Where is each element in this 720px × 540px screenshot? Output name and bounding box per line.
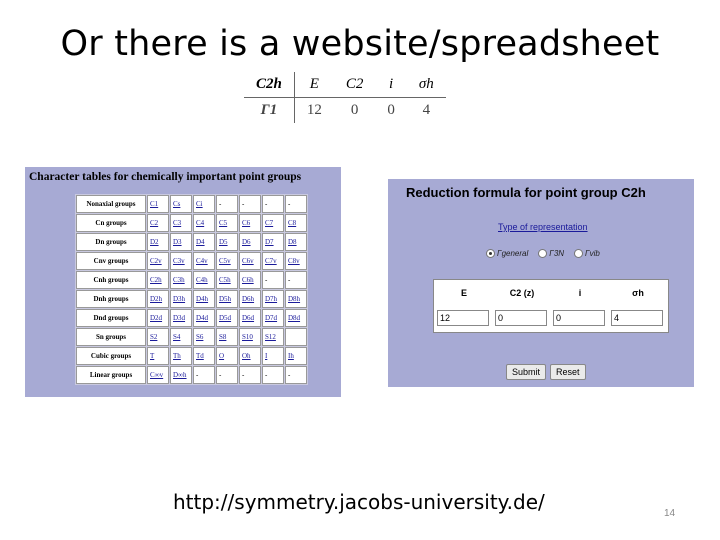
group-family-label: Cnv groups — [76, 252, 146, 270]
point-group-link[interactable]: I — [262, 347, 284, 365]
website-url: http://symmetry.jacobs-university.de/ — [173, 490, 545, 514]
point-group-link[interactable]: D4h — [193, 290, 215, 308]
empty-cell: - — [285, 195, 307, 213]
point-group-link[interactable]: C6h — [239, 271, 261, 289]
point-group-link[interactable]: Td — [193, 347, 215, 365]
point-group-link[interactable]: D3 — [170, 233, 192, 251]
character-value: 12 — [306, 102, 322, 118]
group-row — [76, 271, 307, 289]
point-group-link[interactable]: C3 — [170, 214, 192, 232]
empty-cell: - — [216, 195, 238, 213]
representation-radio-group — [486, 249, 600, 258]
point-group-link[interactable]: D6d — [239, 309, 261, 327]
radio-label: Γ3N — [549, 249, 565, 258]
point-group-link[interactable]: D3d — [170, 309, 192, 327]
empty-cell: - — [239, 366, 261, 384]
character-value: 0 — [350, 102, 359, 118]
submit-button[interactable]: Submit — [506, 364, 546, 380]
character-input-i[interactable] — [553, 310, 605, 326]
reduction-input-table — [433, 279, 669, 333]
point-group-link[interactable]: O — [216, 347, 238, 365]
point-group-link[interactable]: C5h — [216, 271, 238, 289]
empty-cell — [285, 328, 307, 346]
group-family-label: Cn groups — [76, 214, 146, 232]
representation-label: Γ1 — [244, 98, 294, 124]
point-group-link[interactable]: S4 — [170, 328, 192, 346]
point-group-link[interactable]: D7h — [262, 290, 284, 308]
point-group-link[interactable]: C7v — [262, 252, 284, 270]
point-group-link[interactable]: C4h — [193, 271, 215, 289]
reduction-formula-screenshot — [388, 179, 694, 387]
radio-button[interactable] — [486, 249, 495, 258]
class-header: σh — [407, 72, 446, 98]
group-row — [76, 328, 307, 346]
point-group-link[interactable]: D6h — [239, 290, 261, 308]
point-group-link[interactable]: D8 — [285, 233, 307, 251]
group-family-label: Dn groups — [76, 233, 146, 251]
point-group-link[interactable]: T — [147, 347, 169, 365]
point-group-link[interactable]: C8 — [285, 214, 307, 232]
point-group-link[interactable]: D7d — [262, 309, 284, 327]
point-group-link[interactable]: C2 — [147, 214, 169, 232]
point-group-link[interactable]: C3v — [170, 252, 192, 270]
point-group-link[interactable]: S8 — [216, 328, 238, 346]
point-group-link[interactable]: C5v — [216, 252, 238, 270]
group-row — [76, 366, 307, 384]
empty-cell: - — [193, 366, 215, 384]
point-group-link[interactable]: S2 — [147, 328, 169, 346]
point-group-link[interactable]: C2h — [147, 271, 169, 289]
column-header: C2 (z) — [494, 282, 550, 304]
point-group-link[interactable]: C∞v — [147, 366, 169, 384]
point-group-link[interactable]: D5h — [216, 290, 238, 308]
point-group-link[interactable]: D7 — [262, 233, 284, 251]
point-group-link[interactable]: Ci — [193, 195, 215, 213]
point-group-link[interactable]: S10 — [239, 328, 261, 346]
point-group-link[interactable]: S6 — [193, 328, 215, 346]
group-row — [76, 347, 307, 365]
character-input-sigma-h[interactable] — [611, 310, 663, 326]
column-header: E — [436, 282, 492, 304]
group-family-label: Linear groups — [76, 366, 146, 384]
class-header: C2 — [334, 72, 376, 98]
radio-button[interactable] — [574, 249, 583, 258]
reset-button[interactable]: Reset — [550, 364, 586, 380]
point-group-link[interactable]: D4 — [193, 233, 215, 251]
point-group-link[interactable]: D2 — [147, 233, 169, 251]
point-group-link[interactable]: C6 — [239, 214, 261, 232]
group-row — [76, 195, 307, 213]
character-value: 4 — [422, 102, 431, 118]
point-group-link[interactable]: D8d — [285, 309, 307, 327]
radio-button[interactable] — [538, 249, 547, 258]
empty-cell: - — [262, 271, 284, 289]
point-group-link[interactable]: C3h — [170, 271, 192, 289]
slide-title: Or there is a website/spreadsheet — [60, 24, 660, 64]
point-group-link[interactable]: D3h — [170, 290, 192, 308]
group-row — [76, 233, 307, 251]
radio-label: Γgeneral — [497, 249, 529, 258]
panel-title: Reduction formula for point group C2h — [406, 185, 646, 200]
representation-type-link[interactable]: Type of representation — [498, 222, 588, 232]
group-family-label: Dnh groups — [76, 290, 146, 308]
point-group-link[interactable]: D6 — [239, 233, 261, 251]
character-input-e[interactable] — [437, 310, 489, 326]
radio-vib[interactable] — [574, 249, 600, 258]
group-row — [76, 214, 307, 232]
point-group-link[interactable]: C4 — [193, 214, 215, 232]
empty-cell: - — [285, 366, 307, 384]
point-group-link[interactable]: D8h — [285, 290, 307, 308]
group-family-label: Cubic groups — [76, 347, 146, 365]
point-group-link[interactable]: Cs — [170, 195, 192, 213]
point-group-link[interactable]: C6v — [239, 252, 261, 270]
empty-cell: - — [262, 195, 284, 213]
point-groups-table — [75, 194, 308, 385]
point-group-link[interactable]: C4v — [193, 252, 215, 270]
column-header: i — [552, 282, 608, 304]
group-family-label: Cnh groups — [76, 271, 146, 289]
column-header: σh — [610, 282, 666, 304]
point-group-link[interactable]: C8v — [285, 252, 307, 270]
point-group-link[interactable]: D2h — [147, 290, 169, 308]
empty-cell: - — [216, 366, 238, 384]
character-input-c2[interactable] — [495, 310, 547, 326]
character-value: 0 — [387, 102, 395, 118]
point-group-link[interactable]: D5 — [216, 233, 238, 251]
class-header: E — [294, 72, 334, 98]
empty-cell: - — [239, 195, 261, 213]
group-row — [76, 309, 307, 327]
point-group-link[interactable]: D∞h — [170, 366, 192, 384]
point-group-link[interactable]: C7 — [262, 214, 284, 232]
character-row-table — [244, 72, 446, 123]
radio-3n[interactable] — [538, 249, 564, 258]
point-group-link[interactable]: D2d — [147, 309, 169, 327]
page-number: 14 — [664, 508, 676, 519]
group-family-label: Dnd groups — [76, 309, 146, 327]
group-family-label: Sn groups — [76, 328, 146, 346]
class-header: i — [375, 72, 407, 98]
point-group-link[interactable]: D4d — [193, 309, 215, 327]
group-family-label: Nonaxial groups — [76, 195, 146, 213]
empty-cell: - — [262, 366, 284, 384]
point-group-link[interactable]: Oh — [239, 347, 261, 365]
point-group-link[interactable]: C2v — [147, 252, 169, 270]
panel-title: Character tables for chemically important point groups — [29, 171, 302, 183]
group-header: C2h — [244, 72, 294, 98]
point-group-link[interactable]: C1 — [147, 195, 169, 213]
group-row — [76, 290, 307, 308]
empty-cell: - — [285, 271, 307, 289]
point-group-link[interactable]: S12 — [262, 328, 284, 346]
radio-general[interactable] — [486, 249, 528, 258]
radio-label: Γvib — [585, 249, 600, 258]
group-row — [76, 252, 307, 270]
point-group-link[interactable]: Th — [170, 347, 192, 365]
point-group-link[interactable]: C5 — [216, 214, 238, 232]
point-group-link[interactable]: D5d — [216, 309, 238, 327]
point-groups-screenshot — [25, 167, 341, 397]
point-group-link[interactable]: Ih — [285, 347, 307, 365]
